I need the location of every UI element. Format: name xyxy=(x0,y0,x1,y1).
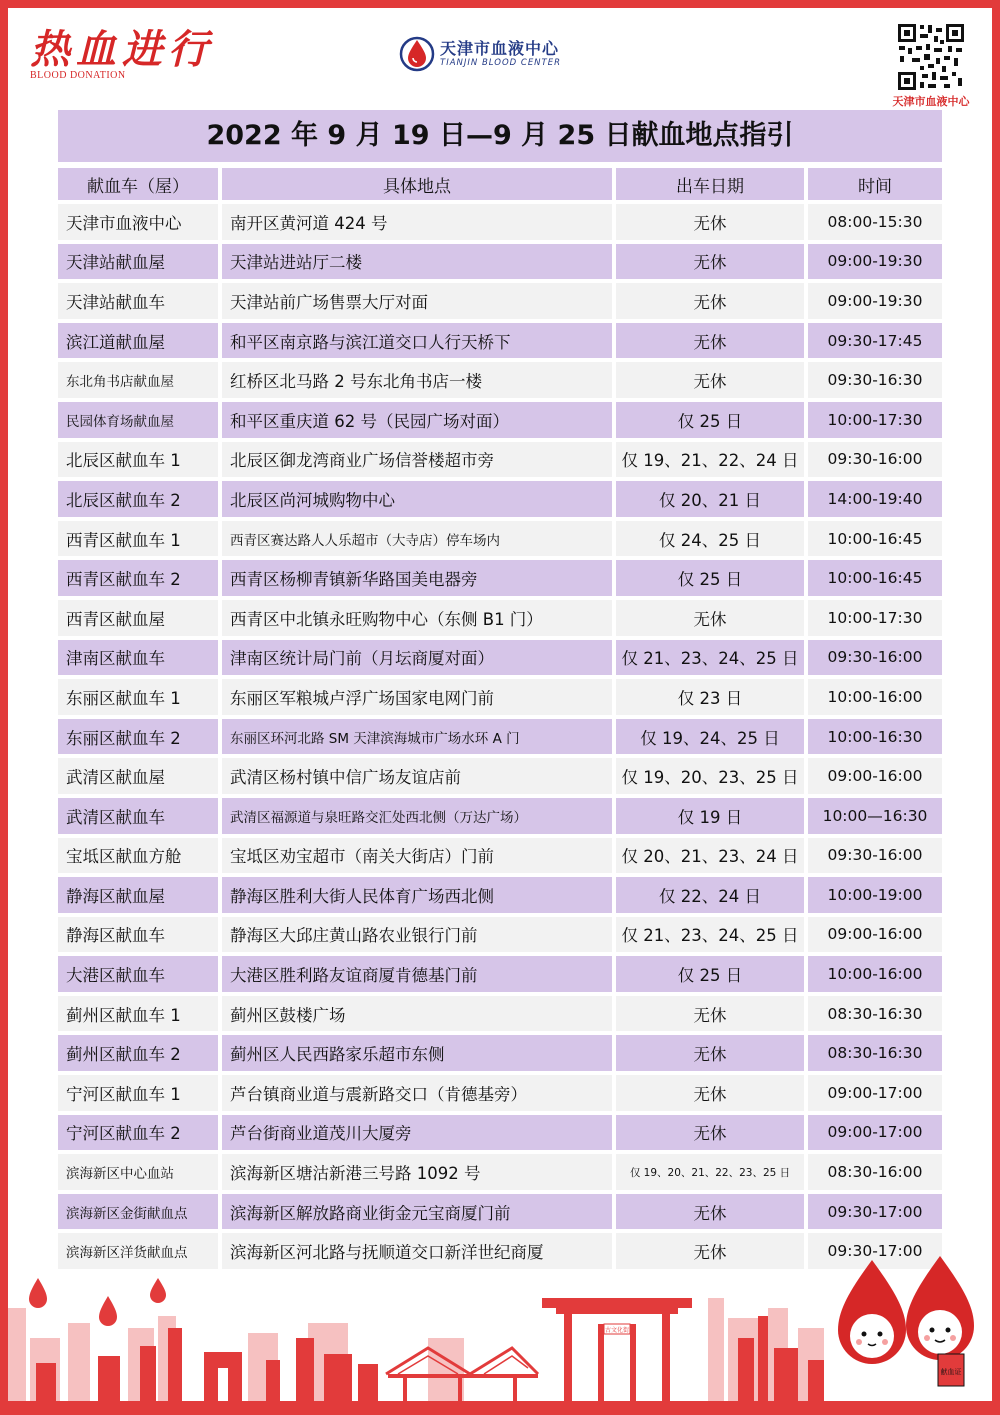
site-time-cell: 09:00-16:00 xyxy=(808,917,942,953)
table-row xyxy=(58,1075,942,1111)
site-time-cell: 14:00-19:40 xyxy=(808,481,942,517)
table-row xyxy=(58,758,942,794)
site-date-cell: 仅 19、20、23、25 日 xyxy=(616,758,808,794)
site-name-cell: 静海区献血车 xyxy=(58,917,222,953)
site-time-cell: 08:30-16:30 xyxy=(808,1035,942,1071)
site-time-cell: 08:30-16:00 xyxy=(808,1154,942,1190)
site-location-cell: 滨海新区河北路与抚顺道交口新洋世纪商厦 xyxy=(222,1233,616,1269)
gate-plaque-text: 古文化街 xyxy=(604,1327,630,1334)
site-date-cell: 无休 xyxy=(616,204,808,240)
table-row xyxy=(58,521,942,557)
site-name-cell: 蓟州区献血车 1 xyxy=(58,996,222,1032)
site-location-cell: 武清区福源道与泉旺路交汇处西北侧（万达广场） xyxy=(222,798,616,834)
blood-drop-icon xyxy=(398,34,436,72)
site-time-cell: 10:00-17:30 xyxy=(808,600,942,636)
site-time-cell: 10:00-16:45 xyxy=(808,560,942,596)
site-date-cell: 无休 xyxy=(616,1035,808,1071)
site-name-cell: 东丽区献血车 2 xyxy=(58,719,222,755)
site-location-cell: 红桥区北马路 2 号东北角书店一楼 xyxy=(222,362,616,398)
table-row xyxy=(58,877,942,913)
header-date: 出车日期 xyxy=(616,168,808,200)
site-name-cell: 大港区献血车 xyxy=(58,956,222,992)
site-location-cell: 武清区杨村镇中信广场友谊店前 xyxy=(222,758,616,794)
site-name-cell: 滨海新区金街献血点 xyxy=(58,1194,222,1230)
site-time-cell: 09:30-17:45 xyxy=(808,323,942,359)
site-date-cell: 无休 xyxy=(616,362,808,398)
qr-caption: 天津市血液中心 xyxy=(892,95,970,108)
center-name-cn: 天津市血液中心 xyxy=(440,39,560,58)
site-date-cell: 仅 22、24 日 xyxy=(616,877,808,913)
table-header-row xyxy=(58,168,942,200)
site-name-cell: 静海区献血屋 xyxy=(58,877,222,913)
table-row xyxy=(58,956,942,992)
table-row xyxy=(58,679,942,715)
site-name-cell: 西青区献血车 2 xyxy=(58,560,222,596)
site-date-cell: 仅 21、23、24、25 日 xyxy=(616,917,808,953)
donation-sites-table xyxy=(58,164,942,1273)
site-time-cell: 10:00-16:00 xyxy=(808,956,942,992)
site-date-cell: 无休 xyxy=(616,1233,808,1269)
site-name-cell: 东北角书店献血屋 xyxy=(58,362,222,398)
site-name-cell: 西青区献血车 1 xyxy=(58,521,222,557)
site-location-cell: 天津站前广场售票大厅对面 xyxy=(222,283,616,319)
site-name-cell: 滨海新区洋货献血点 xyxy=(58,1233,222,1269)
table-row xyxy=(58,719,942,755)
site-name-cell: 民园体育场献血屋 xyxy=(58,402,222,438)
site-date-cell: 无休 xyxy=(616,1075,808,1111)
qr-code-icon xyxy=(896,22,966,92)
site-date-cell: 无休 xyxy=(616,996,808,1032)
site-time-cell: 09:30-16:00 xyxy=(808,838,942,874)
site-time-cell: 09:30-16:00 xyxy=(808,442,942,478)
site-date-cell: 仅 19、20、21、22、23、25 日 xyxy=(616,1154,808,1190)
site-date-cell: 无休 xyxy=(616,244,808,280)
site-date-cell: 仅 21、23、24、25 日 xyxy=(616,640,808,676)
site-location-cell: 静海区胜利大街人民体育广场西北侧 xyxy=(222,877,616,913)
page-title: 2022 年 9 月 19 日—9 月 25 日献血地点指引 xyxy=(58,110,942,162)
table-row xyxy=(58,1233,942,1269)
site-date-cell: 仅 20、21 日 xyxy=(616,481,808,517)
logo-calligraphy: 热血进行 xyxy=(30,26,214,73)
site-time-cell: 09:00-16:00 xyxy=(808,758,942,794)
site-time-cell: 10:00-17:30 xyxy=(808,402,942,438)
site-time-cell: 10:00—16:30 xyxy=(808,798,942,834)
table-row xyxy=(58,917,942,953)
site-location-cell: 芦台街商业道茂川大厦旁 xyxy=(222,1115,616,1151)
site-name-cell: 蓟州区献血车 2 xyxy=(58,1035,222,1071)
site-location-cell: 津南区统计局门前（月坛商厦对面） xyxy=(222,640,616,676)
header-time: 时间 xyxy=(808,168,942,200)
site-name-cell: 北辰区献血车 1 xyxy=(58,442,222,478)
site-time-cell: 09:00-17:00 xyxy=(808,1115,942,1151)
site-name-cell: 宝坻区献血方舱 xyxy=(58,838,222,874)
site-time-cell: 08:30-16:30 xyxy=(808,996,942,1032)
site-location-cell: 蓟州区鼓楼广场 xyxy=(222,996,616,1032)
site-time-cell: 09:00-19:30 xyxy=(808,244,942,280)
logo-subtitle: BLOOD DONATION xyxy=(30,70,126,81)
blood-drop-decoration xyxy=(150,1278,166,1303)
table-row xyxy=(58,1154,942,1190)
site-name-cell: 北辰区献血车 2 xyxy=(58,481,222,517)
site-date-cell: 仅 25 日 xyxy=(616,402,808,438)
table-row xyxy=(58,481,942,517)
tianjin-blood-center-logo xyxy=(398,34,598,74)
site-time-cell: 09:00-17:00 xyxy=(808,1075,942,1111)
site-date-cell: 无休 xyxy=(616,600,808,636)
site-date-cell: 无休 xyxy=(616,1194,808,1230)
site-name-cell: 津南区献血车 xyxy=(58,640,222,676)
table-row xyxy=(58,402,942,438)
mascot-sign-text: 献血证 xyxy=(940,1368,962,1376)
table-row xyxy=(58,1035,942,1071)
site-name-cell: 滨海新区中心血站 xyxy=(58,1154,222,1190)
site-location-cell: 西青区杨柳青镇新华路国美电器旁 xyxy=(222,560,616,596)
site-location-cell: 天津站进站厅二楼 xyxy=(222,244,616,280)
site-date-cell: 无休 xyxy=(616,283,808,319)
table-row xyxy=(58,244,942,280)
site-name-cell: 东丽区献血车 1 xyxy=(58,679,222,715)
site-date-cell: 仅 19 日 xyxy=(616,798,808,834)
site-location-cell: 蓟州区人民西路家乐超市东侧 xyxy=(222,1035,616,1071)
table-row xyxy=(58,838,942,874)
table-row xyxy=(58,323,942,359)
site-location-cell: 大港区胜利路友谊商厦肯德基门前 xyxy=(222,956,616,992)
site-name-cell: 西青区献血屋 xyxy=(58,600,222,636)
site-location-cell: 西青区赛达路人人乐超市（大寺店）停车场内 xyxy=(222,521,616,557)
site-location-cell: 北辰区御龙湾商业广场信誉楼超市旁 xyxy=(222,442,616,478)
site-name-cell: 天津站献血车 xyxy=(58,283,222,319)
site-name-cell: 宁河区献血车 1 xyxy=(58,1075,222,1111)
site-date-cell: 无休 xyxy=(616,323,808,359)
site-location-cell: 宝坻区劝宝超市（南关大街店）门前 xyxy=(222,838,616,874)
table-row xyxy=(58,996,942,1032)
header-vehicle: 献血车（屋） xyxy=(58,168,222,200)
table-row xyxy=(58,640,942,676)
header-location: 具体地点 xyxy=(222,168,616,200)
site-name-cell: 宁河区献血车 2 xyxy=(58,1115,222,1151)
site-date-cell: 仅 25 日 xyxy=(616,956,808,992)
site-time-cell: 09:00-19:30 xyxy=(808,283,942,319)
site-date-cell: 仅 24、25 日 xyxy=(616,521,808,557)
site-time-cell: 10:00-16:30 xyxy=(808,719,942,755)
site-date-cell: 无休 xyxy=(616,1115,808,1151)
site-location-cell: 滨海新区塘沽新港三号路 1092 号 xyxy=(222,1154,616,1190)
table-row xyxy=(58,204,942,240)
site-date-cell: 仅 25 日 xyxy=(616,560,808,596)
blood-donation-logo xyxy=(30,26,245,92)
table-row xyxy=(58,600,942,636)
site-time-cell: 09:30-17:00 xyxy=(808,1194,942,1230)
table-row xyxy=(58,1115,942,1151)
site-time-cell: 10:00-16:00 xyxy=(808,679,942,715)
site-location-cell: 南开区黄河道 424 号 xyxy=(222,204,616,240)
site-name-cell: 天津市血液中心 xyxy=(58,204,222,240)
site-location-cell: 静海区大邱庄黄山路农业银行门前 xyxy=(222,917,616,953)
site-date-cell: 仅 19、21、22、24 日 xyxy=(616,442,808,478)
table-row xyxy=(58,560,942,596)
site-date-cell: 仅 23 日 xyxy=(616,679,808,715)
site-location-cell: 东丽区军粮城卢浮广场国家电网门前 xyxy=(222,679,616,715)
site-name-cell: 天津站献血屋 xyxy=(58,244,222,280)
table-row xyxy=(58,283,942,319)
center-name-en: TIANJIN BLOOD CENTER xyxy=(440,58,562,68)
site-location-cell: 西青区中北镇永旺购物中心（东侧 B1 门） xyxy=(222,600,616,636)
site-time-cell: 10:00-16:45 xyxy=(808,521,942,557)
table-row xyxy=(58,1194,942,1230)
blood-drop-mascots-icon xyxy=(830,1250,980,1400)
site-time-cell: 09:30-16:00 xyxy=(808,640,942,676)
site-name-cell: 武清区献血车 xyxy=(58,798,222,834)
site-name-cell: 武清区献血屋 xyxy=(58,758,222,794)
site-time-cell: 08:00-15:30 xyxy=(808,204,942,240)
site-location-cell: 滨海新区解放路商业街金元宝商厦门前 xyxy=(222,1194,616,1230)
site-location-cell: 东丽区环河北路 SM 天津滨海城市广场水环 A 门 xyxy=(222,719,616,755)
site-date-cell: 仅 19、24、25 日 xyxy=(616,719,808,755)
site-location-cell: 北辰区尚河城购物中心 xyxy=(222,481,616,517)
blood-drop-decoration xyxy=(99,1296,117,1326)
site-location-cell: 芦台镇商业道与震新路交口（肯德基旁） xyxy=(222,1075,616,1111)
site-time-cell: 09:30-17:00 xyxy=(808,1233,942,1269)
site-location-cell: 和平区南京路与滨江道交口人行天桥下 xyxy=(222,323,616,359)
site-time-cell: 10:00-19:00 xyxy=(808,877,942,913)
table-row xyxy=(58,442,942,478)
site-time-cell: 09:30-16:30 xyxy=(808,362,942,398)
site-date-cell: 仅 20、21、23、24 日 xyxy=(616,838,808,874)
table-row xyxy=(58,362,942,398)
site-name-cell: 滨江道献血屋 xyxy=(58,323,222,359)
site-location-cell: 和平区重庆道 62 号（民园广场对面） xyxy=(222,402,616,438)
blood-drop-decoration xyxy=(29,1278,47,1308)
table-row xyxy=(58,798,942,834)
